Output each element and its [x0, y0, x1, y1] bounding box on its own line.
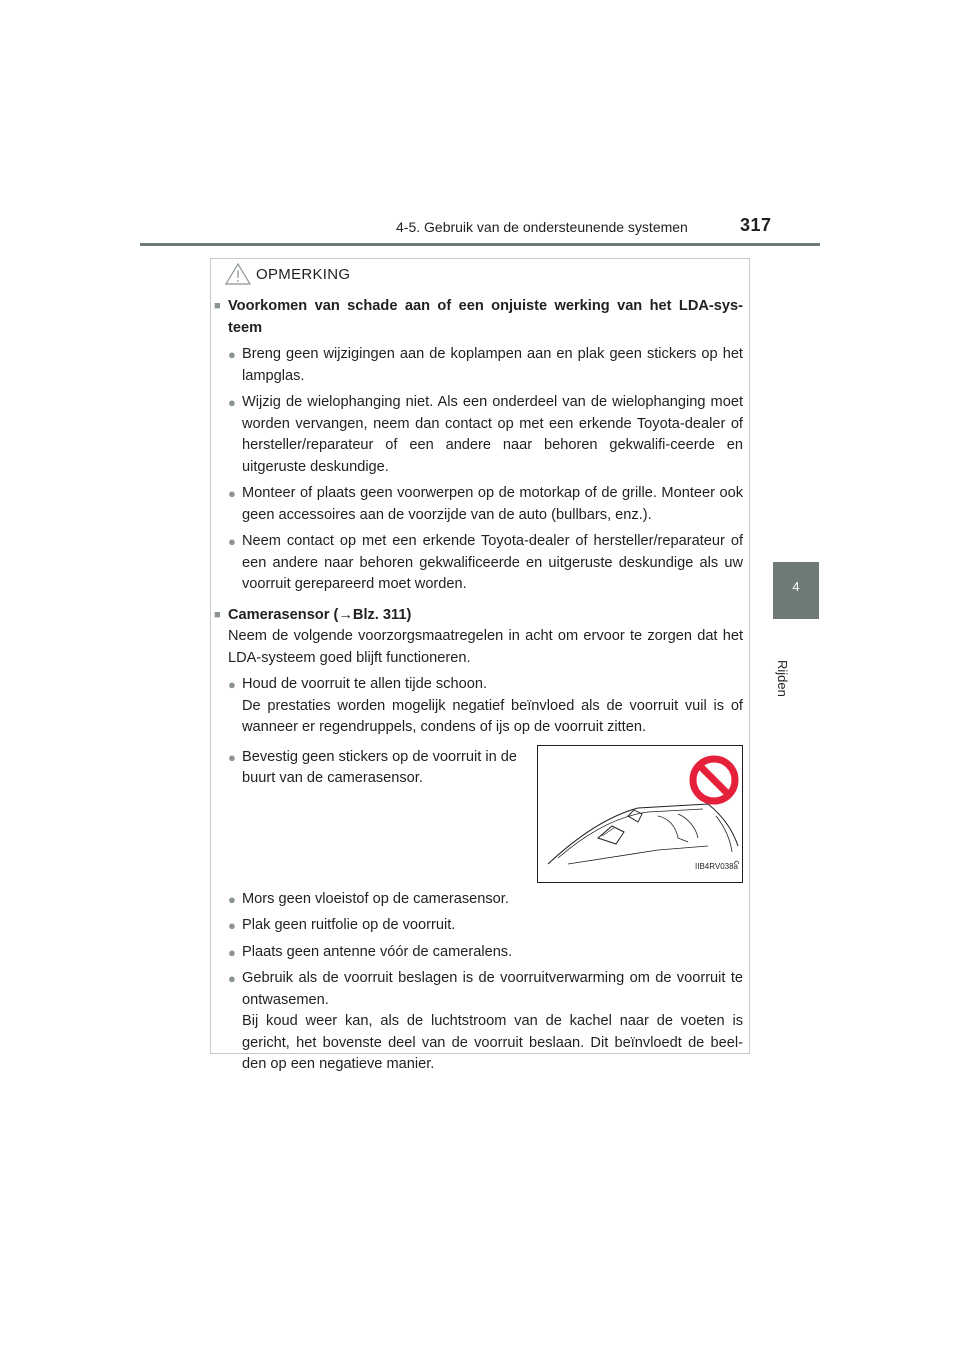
notice-title: OPMERKING	[256, 265, 351, 283]
list-item: ● Houd de voorruit te allen tijde schoon. De prestaties worden mogelijk negatief beïnvloed als de voorruit vuil is of wanneer er regendruppels, condens of ijs op de voorruit zitten.	[228, 674, 743, 739]
header-rule	[140, 243, 820, 246]
bullet-dot-icon: ●	[228, 486, 236, 501]
list-item: ● Bevestig geen stickers op de voorruit in de buurt van de camerasensor.	[228, 747, 523, 883]
section-title-lda: ■ Voorkomen van schade aan of een onjuiste werking van het LDA-sys-teem	[214, 296, 743, 339]
square-bullet-icon: ■	[214, 300, 221, 312]
warning-triangle-icon	[224, 262, 252, 286]
list-item: ● Gebruik als de voorruit beslagen is de voorruitverwarming om de voorruit te ontwasemen. Bij koud weer kan, als de luchtstroom van de kachel naar de voeten is gericht, het bovenste deel van de voorruit beslaan. Dit beïnvloedt de beel-den op een negatieve manier.	[228, 968, 743, 1076]
prohibition-icon	[688, 754, 740, 806]
list-item: ● Plaats geen antenne vóór de cameralens.	[228, 942, 743, 964]
bullet-dot-icon: ●	[228, 749, 236, 765]
figure-code: IIB4RV038a	[695, 862, 738, 871]
chapter-tab: 4	[773, 562, 819, 619]
list-item: ● Wijzig de wielophanging niet. Als een onderdeel van de wielophanging moet worden vervangen, neem dan contact op met een erkende Toyota-dealer of hersteller/reparateur of een andere naar behoren gekwalifi-ceerde en uitgeruste deskundige.	[228, 392, 743, 478]
section-intro: Neem de volgende voorzorgsmaatregelen in acht om ervoor te zorgen dat het LDA-systeem goed blijft functioneren.	[228, 628, 743, 666]
notice-content	[214, 296, 743, 1076]
square-bullet-icon: ■	[214, 608, 221, 621]
notice-header	[224, 262, 350, 286]
list-item: ● Monteer of plaats geen voorwerpen op de motorkap of de grille. Monteer ook geen accessoires aan de voorzijde van de auto (bullbars, enz.).	[228, 483, 743, 526]
bullet-dot-icon: ●	[228, 347, 236, 362]
windshield-illustration	[537, 745, 743, 883]
page-number: 317	[740, 215, 772, 235]
bullet-dot-icon: ●	[228, 918, 236, 933]
bullet-dot-icon: ●	[228, 971, 236, 986]
figure-row	[214, 747, 743, 883]
bullet-dot-icon: ●	[228, 891, 236, 907]
section-header: 4-5. Gebruik van de ondersteunende systemen	[396, 219, 688, 235]
list-item: ● Plak geen ruitfolie op de voorruit.	[228, 915, 743, 937]
bullet-dot-icon: ●	[228, 944, 236, 960]
list-item: ● Neem contact op met een erkende Toyota-dealer of hersteller/reparateur of een andere naar behoren gekwalificeerde en uitgeruste deskundige als uw voorruit gerepareerd moet worden.	[228, 531, 743, 596]
list-item: ● Mors geen vloeistof op de camerasensor.	[228, 889, 743, 911]
bullet-dot-icon: ●	[228, 395, 236, 410]
list-item: ● Breng geen wijzigingen aan de koplampen aan en plak geen stickers op het lampglas.	[228, 344, 743, 387]
chapter-label: Rijden	[775, 660, 790, 697]
section-title-camerasensor: ■ Camerasensor (→Blz. 311)	[214, 605, 743, 627]
bullet-dot-icon: ●	[228, 534, 236, 549]
bullet-dot-icon: ●	[228, 677, 236, 692]
